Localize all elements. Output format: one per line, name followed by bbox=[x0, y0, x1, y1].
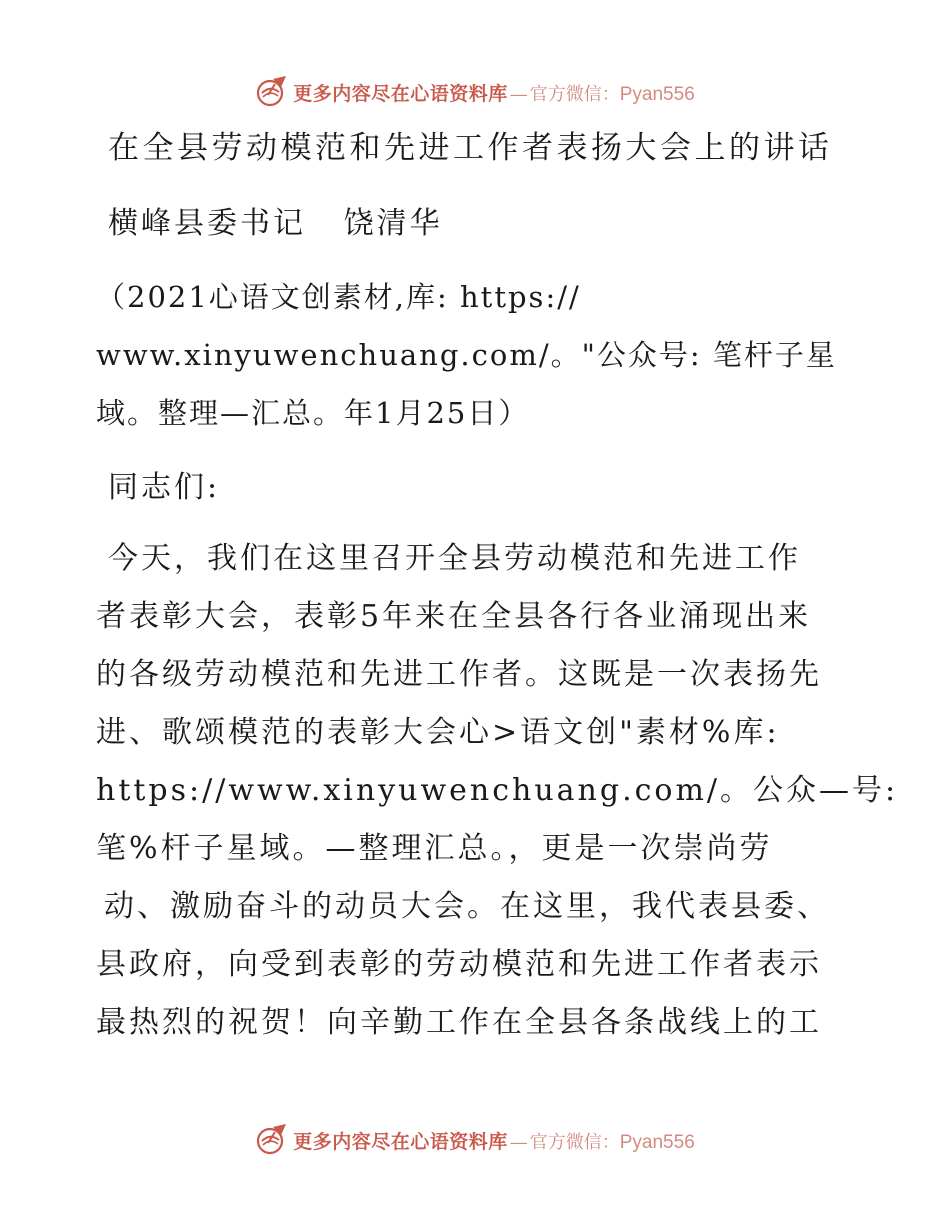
body-line: 最热烈的祝贺！向辛勤工作在全县各条战线上的工 bbox=[96, 1005, 822, 1040]
salutation: 同志们: bbox=[108, 470, 221, 505]
watermark-separator: — bbox=[509, 83, 528, 105]
body-line: 县政府，向受到表彰的劳动模范和先进工作者表示 bbox=[96, 947, 822, 982]
watermark-official-label: 官方微信： bbox=[529, 83, 620, 105]
source-note-line: 域。整理—汇总。年1月25日） bbox=[96, 396, 530, 430]
body-line: 者表彰大会，表彰5年来在全县各行各业涌现出来 bbox=[96, 599, 812, 634]
body-line: 进、歌颂模范的表彰大会心>语文创"素材%库: bbox=[96, 715, 780, 750]
source-note-line: （2021心语文创素材,库: https:// bbox=[96, 280, 581, 314]
document-title: 在全县劳动模范和先进工作者表扬大会上的讲话 bbox=[108, 130, 833, 166]
body-line: https://www.xinyuwenchuang.com/。公众—号: bbox=[96, 773, 899, 808]
book-pen-logo-icon bbox=[255, 75, 289, 109]
footer-watermark-banner bbox=[0, 1120, 950, 1160]
body-line: 动、激励奋斗的动员大会。在这里，我代表县委、 bbox=[104, 889, 830, 924]
source-note bbox=[96, 268, 856, 442]
document-byline: 横峰县委书记 饶清华 bbox=[108, 206, 443, 241]
body-line: 的各级劳动模范和先进工作者。这既是一次表扬先 bbox=[96, 657, 822, 692]
body-line: 笔%杆子星域。—整理汇总。，更是一次崇尚劳 bbox=[96, 831, 773, 866]
watermark-separator: — bbox=[509, 1131, 528, 1153]
book-pen-logo-icon bbox=[255, 1123, 289, 1157]
header-watermark-banner bbox=[0, 72, 950, 112]
watermark-handle: Pyan556 bbox=[619, 83, 695, 105]
body-paragraph bbox=[96, 530, 899, 1052]
source-note-line: www.xinyuwenchuang.com/。"公众号: 笔杆子星 bbox=[96, 338, 837, 372]
watermark-official-label: 官方微信： bbox=[529, 1131, 620, 1153]
watermark-main-text: 更多内容尽在心语资料库 bbox=[293, 82, 508, 105]
body-line: 今天，我们在这里召开全县劳动模范和先进工作 bbox=[108, 541, 801, 576]
watermark-main-text: 更多内容尽在心语资料库 bbox=[293, 1130, 508, 1153]
watermark-handle: Pyan556 bbox=[619, 1131, 695, 1153]
